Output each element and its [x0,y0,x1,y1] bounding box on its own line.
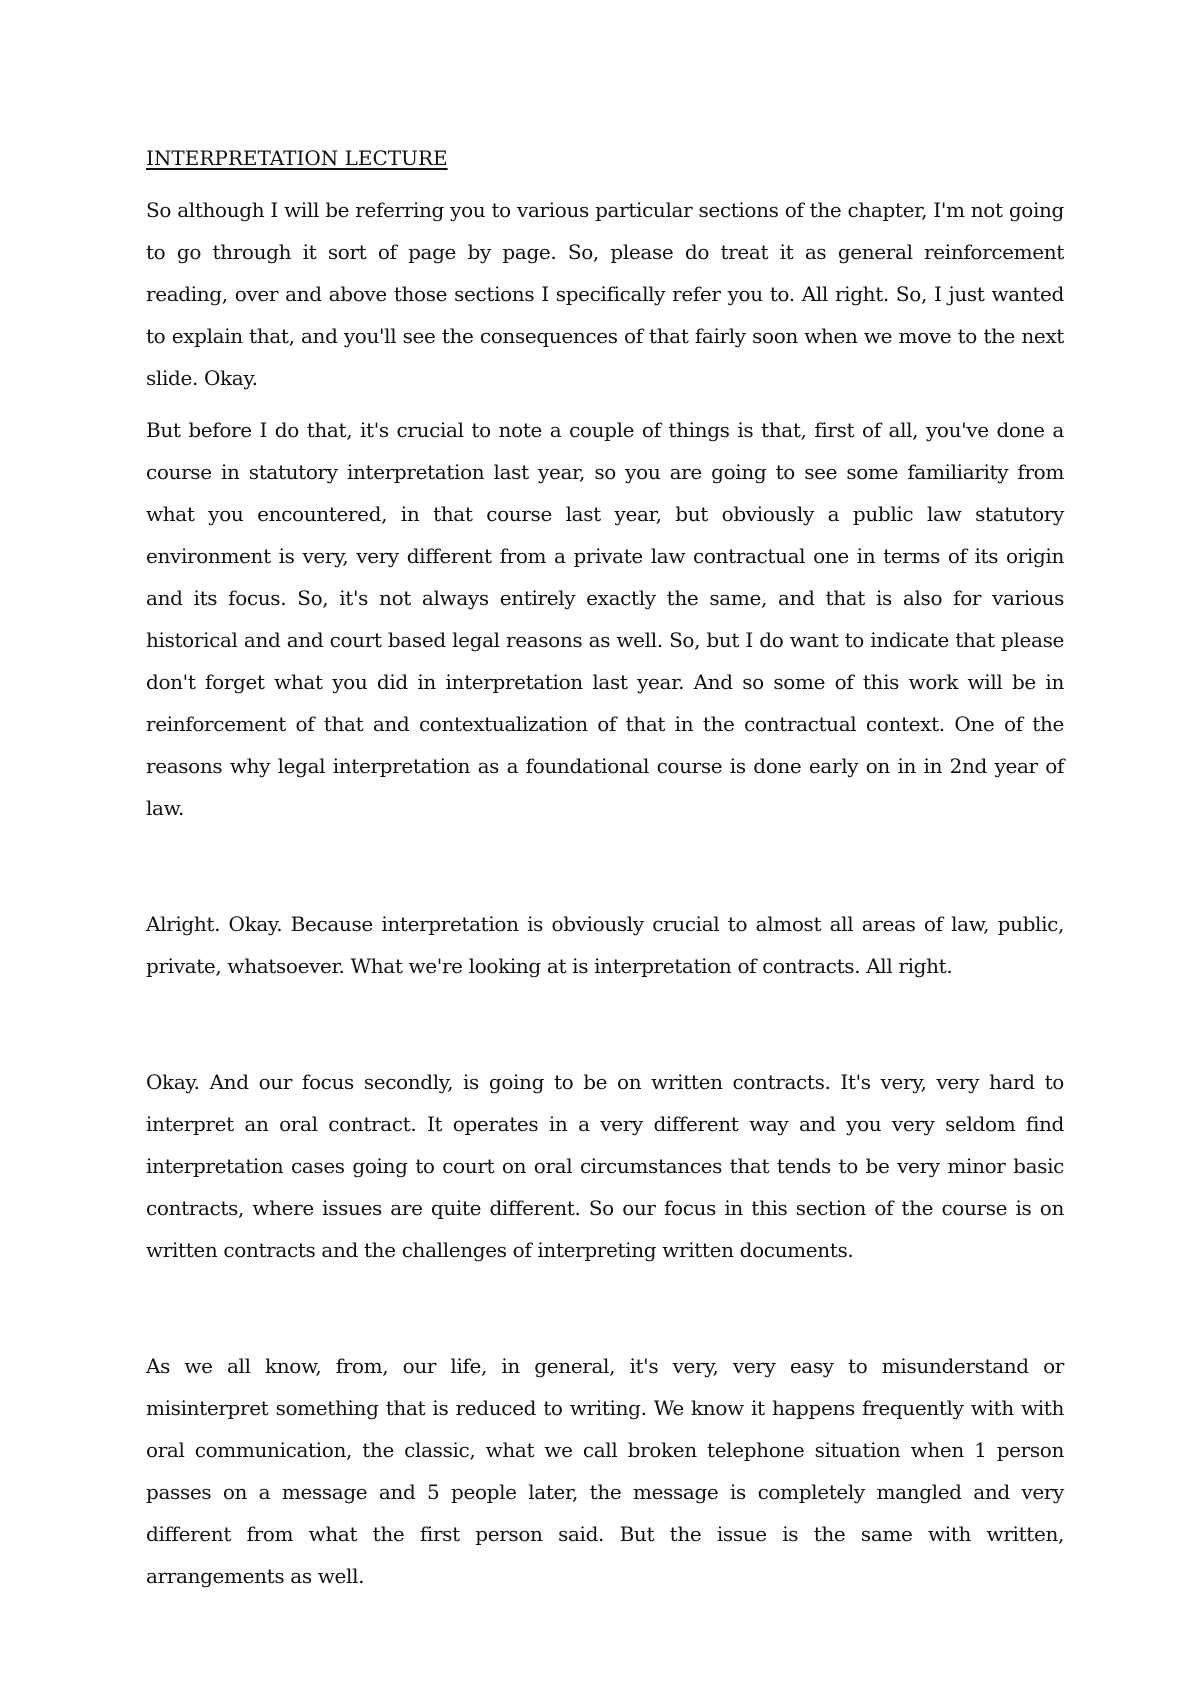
paragraph-1: So although I will be referring you to various particular sections of the chapter, I'm not going to go through it sort of page by page. So, please do treat it as general reinforcement reading, over and above those sections I specifically refer you to. All right. So, I just wanted to explain that, and you'll see the consequences of that fairly soon when we move to the next slide. Okay. [146,198,1064,390]
paragraph-3: Alright. Okay. Because interpretation is obviously crucial to almost all areas of law, public, private, whatsoever. What we're looking at is interpretation of contracts. All right. [146,912,1064,978]
paragraph-2: But before I do that, it's crucial to note a couple of things is that, first of all, you've done a course in statutory interpretation last year, so you are going to see some familiarity from what you encountered, in that course last year, but obviously a public law statutory environment is very, very different from a private law contractual one in terms of its origin and its focus. So, it's not always entirely exactly the same, and that is also for various historical and and court based legal reasons as well. So, but I do want to indicate that please don't forget what you did in interpretation last year. And so some of this work will be in reinforcement of that and contextualization of that in the contractual context. One of the reasons why legal interpretation as a foundational course is done early on in in 2nd year of law. [146,418,1064,820]
paragraph-4: Okay. And our focus secondly, is going to be on written contracts. It's very, very hard to interpret an oral contract. It operates in a very different way and you very seldom find interpretation cases going to court on oral circumstances that tends to be very minor basic contracts, where issues are quite different. So our focus in this section of the course is on written contracts and the challenges of interpreting written documents. [146,1070,1064,1262]
document-title: INTERPRETATION LECTURE [146,146,448,170]
paragraph-5: As we all know, from, our life, in general, it's very, very easy to misunderstand or misinterpret something that is reduced to writing. We know it happens frequently with with oral communication, the classic, what we call broken telephone situation when 1 person passes on a message and 5 people later, the message is completely mangled and very different from what the first person said. But the issue is the same with written, arrangements as well. [146,1354,1064,1588]
